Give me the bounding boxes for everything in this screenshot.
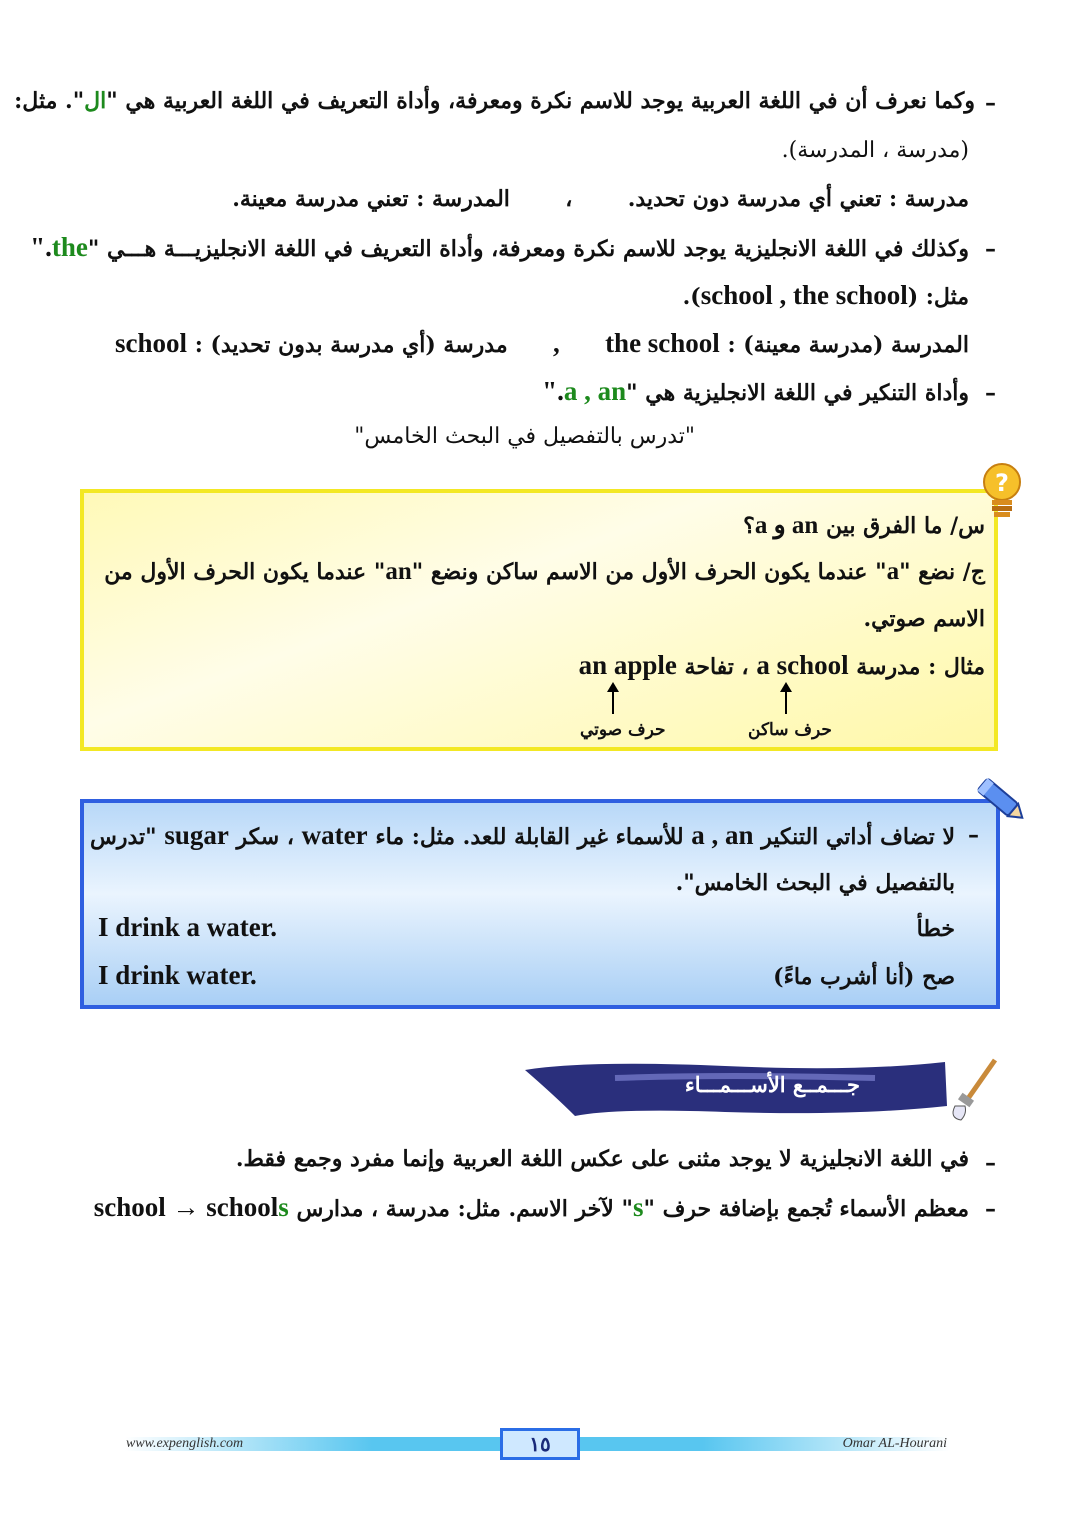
arrow-up-icon (605, 682, 621, 714)
footer-website: www.expenglish.com (126, 1436, 244, 1451)
bullet-dash: – (985, 90, 996, 116)
example-line: مثال : مدرسة a school ، تفاحة an apple (578, 650, 985, 680)
answer-line-2: الاسم صوتي. (863, 606, 985, 632)
highlight-the: the (51, 232, 88, 262)
para-indefinite-article: وأداة التنكير في اللغة الانجليزية هي "a , an". (542, 376, 969, 406)
arrow-right-icon: → (172, 1192, 200, 1222)
vowel-label: حرف صوتي (580, 720, 666, 740)
comparison-line: المدرسة (مدرسة معينة) : the school , مدرسة (أي مدرسة بدون تحديد) : school (115, 328, 969, 358)
plural-line-2: معظم الأسماء تُجمع بإضافة حرف "s" لآخر الاسم. مثل: مدرسة ، مدارس school → schools (93, 1192, 969, 1222)
page-number: ١٥ (500, 1428, 580, 1460)
para-arabic-article: وكما نعرف أن في اللغة العربية يوجد للاسم نكرة ومعرفة، وأداة التعريف في اللغة العربية هي "ال". مثل: (14, 88, 975, 114)
plural-line-1: في اللغة الانجليزية لا يوجد مثنى على عكس اللغة العربية وإنما مفرد وجمع فقط. (235, 1146, 969, 1172)
note-line: "تدرس بالتفصيل في البحث الخامس" (354, 424, 695, 449)
highlight-al: ال (84, 88, 107, 114)
note-line-2: بالتفصيل في البحث الخامس". (675, 870, 955, 896)
arrow-up-icon (778, 682, 794, 714)
banner-title: جـــمــع الأســـمـــاء (684, 1072, 860, 1097)
para-english-article: وكذلك في اللغة الانجليزية يوجد للاسم نكرة ومعرفة، وأداة التعريف في اللغة الانجليزيـــة هـــي "the". (30, 232, 969, 262)
definition-line: مدرسة : تعني أي مدرسة دون تحديد. ، المدرسة : تعني مدرسة معينة. (232, 186, 969, 212)
right-example: I drink water. (98, 960, 257, 990)
note-line: لا تضاف أداتي التنكير a , an للأسماء غير القابلة للعد. مثل: ماء water ، سكر sugar "تدرس (90, 820, 955, 850)
wrong-label: خطأ (916, 916, 955, 942)
bullet-dash: – (985, 236, 996, 262)
paintbrush-icon (945, 1056, 1005, 1122)
bullet-dash: – (985, 380, 996, 406)
bullet-dash: – (985, 1196, 996, 1222)
example-line: (مدرسة ، المدرسة). (781, 138, 969, 163)
answer-line: ج/ نضع "a" عندما يكون الحرف الأول من الاسم ساكن ونضع "an" عندما يكون الحرف الأول من (104, 558, 985, 585)
highlight-a-an: a , an (563, 376, 627, 406)
lightbulb-icon (980, 462, 1024, 522)
question-line: س/ ما الفرق بين a و an؟ (743, 512, 985, 539)
wrong-example: I drink a water. (98, 912, 278, 942)
consonant-label: حرف ساكن (748, 720, 832, 740)
svg-text:?: ? (995, 469, 1009, 497)
pencil-icon (968, 772, 1028, 828)
bullet-dash: – (985, 1150, 996, 1176)
bullet-dash: – (968, 822, 979, 848)
right-label: صح (أنا أشرب ماءً) (773, 964, 955, 990)
footer-author: Omar AL-Hourani (842, 1436, 947, 1451)
example-line: مثل: (school , the school). (682, 280, 969, 310)
